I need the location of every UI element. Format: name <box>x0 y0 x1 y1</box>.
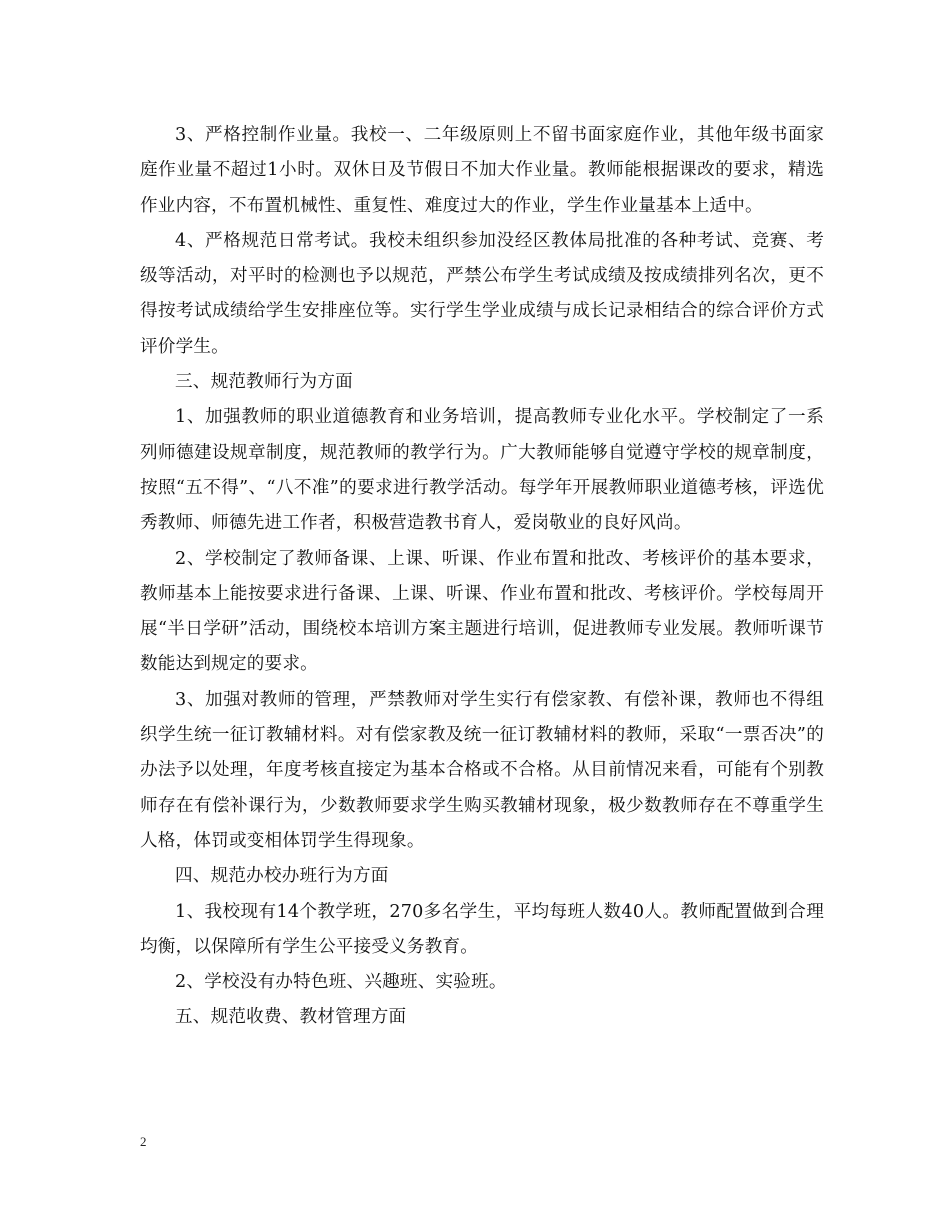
section-heading-teacher-behavior: 三、规范教师行为方面 <box>175 372 353 393</box>
paragraph-teacher-ethics: 1、加强教师的职业道德教育和业务培训，提高教师专业化水平。学校制定了一系列师德建设规章制度，规范教师的教学行为。广大教师能够自觉遵守学校的规章制度，按照“五不得”、“八不准”的要求进行教学活动。每学年开展教师职业道德考核，评选优秀教师、师德先进工作者，积极营造教书育人，爱岗敬业的良好风尚。 <box>140 407 824 534</box>
paragraph-exam-regulation: 4、严格规范日常考试。我校未组织参加没经区教体局批准的各种考试、竞赛、考级等活动，对平时的检测也予以规范，严禁公布学生考试成绩及按成绩排列名次，更不得按考试成绩给学生安排座位等。实行学生学业成绩与成长记录相结合的综合评价方式评价学生。 <box>140 230 824 357</box>
section-heading-fees-textbooks: 五、规范收费、教材管理方面 <box>175 1007 407 1028</box>
paragraph-teaching-requirements: 2、学校制定了教师备课、上课、听课、作业布置和批改、考核评价的基本要求，教师基本上能按要求进行备课、上课、听课、作业布置和批改、考核评价。学校每周开展“半日学研”活动，围绕校本培训方案主题进行培训，促进教师专业发展。教师听课节数能达到规定的要求。 <box>140 548 824 675</box>
page-number: 2 <box>140 1134 147 1149</box>
section-heading-school-running: 四、规范办校办班行为方面 <box>175 866 389 887</box>
paragraph-homework-control: 3、严格控制作业量。我校一、二年级原则上不留书面家庭作业，其他年级书面家庭作业量不超过1小时。双休日及节假日不加大作业量。教师能根据课改的要求，精选作业内容，不布置机械性、重复性、难度过大的作业，学生作业量基本上适中。 <box>140 125 824 216</box>
paragraph-class-configuration: 1、我校现有14个教学班，270多名学生，平均每班人数40人。教师配置做到合理均衡，以保障所有学生公平接受义务教育。 <box>140 901 824 957</box>
paragraph-teacher-management: 3、加强对教师的管理，严禁教师对学生实行有偿家教、有偿补课，教师也不得组织学生统一征订教辅材料。对有偿家教及统一征订教辅材料的教师，采取“一票否决”的办法予以处理，年度考核直接定为基本合格或不合格。从目前情况来看，可能有个别教师存在有偿补课行为，少数教师要求学生购买教辅材现象，极少数教师存在不尊重学生人格，体罚或变相体罚学生得现象。 <box>140 689 824 851</box>
paragraph-no-special-classes: 2、学校没有办特色班、兴趣班、实验班。 <box>175 972 507 993</box>
document-body <box>140 118 824 1036</box>
